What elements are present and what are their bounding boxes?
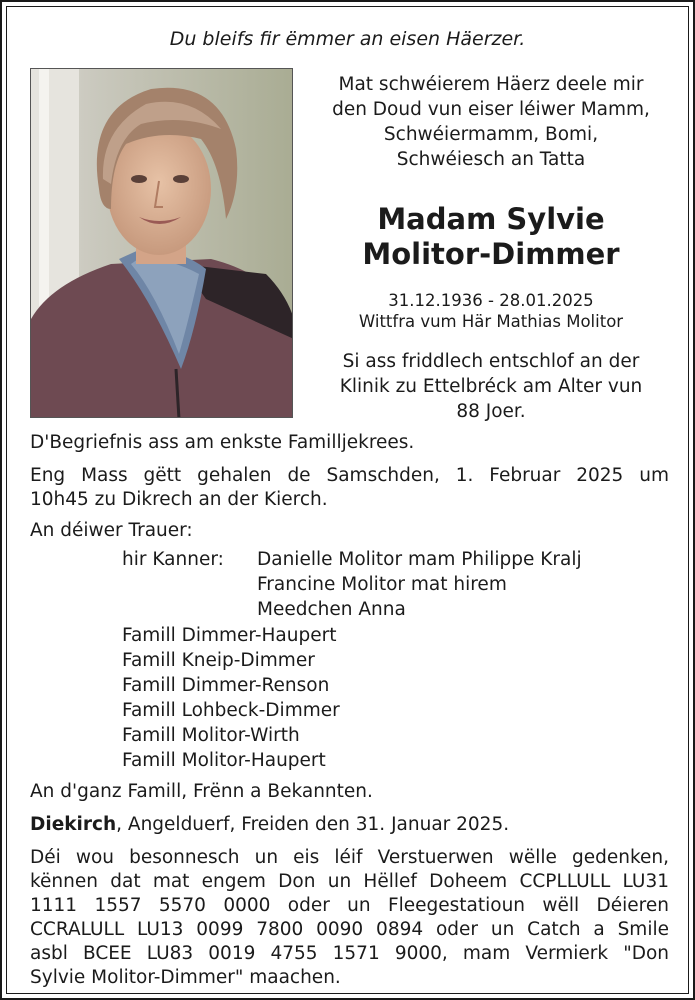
donation-line: asbl BCEE LU83 0019 4755 1571 9000, mam Vermierk "Don (30, 943, 669, 964)
burial-info: D'Begriefnis ass am enkste Familljekrees. (30, 432, 415, 453)
place-name: Diekirch (30, 814, 117, 835)
deceased-name (302, 202, 680, 272)
donation-line: kënnen dat mat engem Don un Hëllef Doheem CCPLLULL LU31 (30, 871, 669, 892)
donation-line: Sylvie Molitor-Dimmer" maachen. (30, 967, 341, 988)
death-line: Klinik zu Ettelbréck am Alter vun (339, 376, 643, 397)
child-entry: Meedchen Anna (257, 599, 406, 620)
donation-line: Déi wou besonnesch un eis léif Verstuerwen wëlle gedenken, (30, 847, 669, 868)
death-line: 88 Joer. (456, 401, 526, 422)
mass-line: 10h45 zu Dikrech an der Kierch. (30, 489, 328, 510)
place-date (30, 813, 669, 837)
mourners-heading: An déiwer Trauer: (30, 520, 193, 541)
children-list (257, 547, 582, 622)
donation-line: CCRALULL LU13 0099 7800 0090 0894 oder un Catch a Smile (30, 919, 669, 940)
death-line: Si ass friddlech entschlof an der (342, 351, 640, 372)
family-entry: Famill Molitor-Wirth (122, 725, 300, 746)
child-entry: Danielle Molitor mam Philippe Kralj (257, 549, 582, 570)
motto: Du bleifs fir ëmmer an eisen Häerzer. (169, 28, 526, 50)
mass-line: Eng Mass gëtt gehalen de Samschden, 1. Februar 2025 um (30, 465, 669, 486)
intro-line: den Doud vun eiser léiwer Mamm, (332, 99, 650, 120)
intro-line: Schwéiesch an Tatta (396, 149, 586, 170)
name-line: Molitor-Dimmer (362, 237, 620, 271)
mass-info (30, 464, 669, 512)
intro-line: Schwéiermamm, Bomi, (383, 124, 599, 145)
families-list (122, 623, 340, 773)
family-entry: Famill Lohbeck-Dimmer (122, 700, 340, 721)
portrait-image (31, 69, 293, 418)
family-entry: Famill Dimmer-Haupert (122, 625, 337, 646)
friends-line: An d'ganz Famill, Frënn a Bekannten. (30, 781, 373, 802)
family-entry: Famill Molitor-Haupert (122, 750, 326, 771)
life-dates: 31.12.1936 - 28.01.2025 (388, 291, 594, 310)
donation-info (30, 846, 669, 990)
portrait-photo (30, 68, 293, 418)
life-dates-block (302, 290, 680, 332)
intro-line: Mat schwéierem Häerz deele mir (338, 74, 644, 95)
place-date-rest: , Angelduerf, Freiden den 31. Januar 2025. (116, 814, 510, 835)
donation-line: 1111 1557 5570 0000 oder un Fleegestatioun wëll Déieren (30, 895, 669, 916)
children-label: hir Kanner: (122, 549, 224, 570)
death-notice (302, 349, 680, 424)
family-entry: Famill Dimmer-Renson (122, 675, 330, 696)
announcement-intro (302, 72, 680, 172)
child-entry: Francine Molitor mat hirem (257, 574, 507, 595)
family-entry: Famill Kneip-Dimmer (122, 650, 315, 671)
widow-of: Wittfra vum Här Mathias Molitor (358, 312, 624, 331)
name-line: Madam Sylvie (377, 202, 605, 236)
